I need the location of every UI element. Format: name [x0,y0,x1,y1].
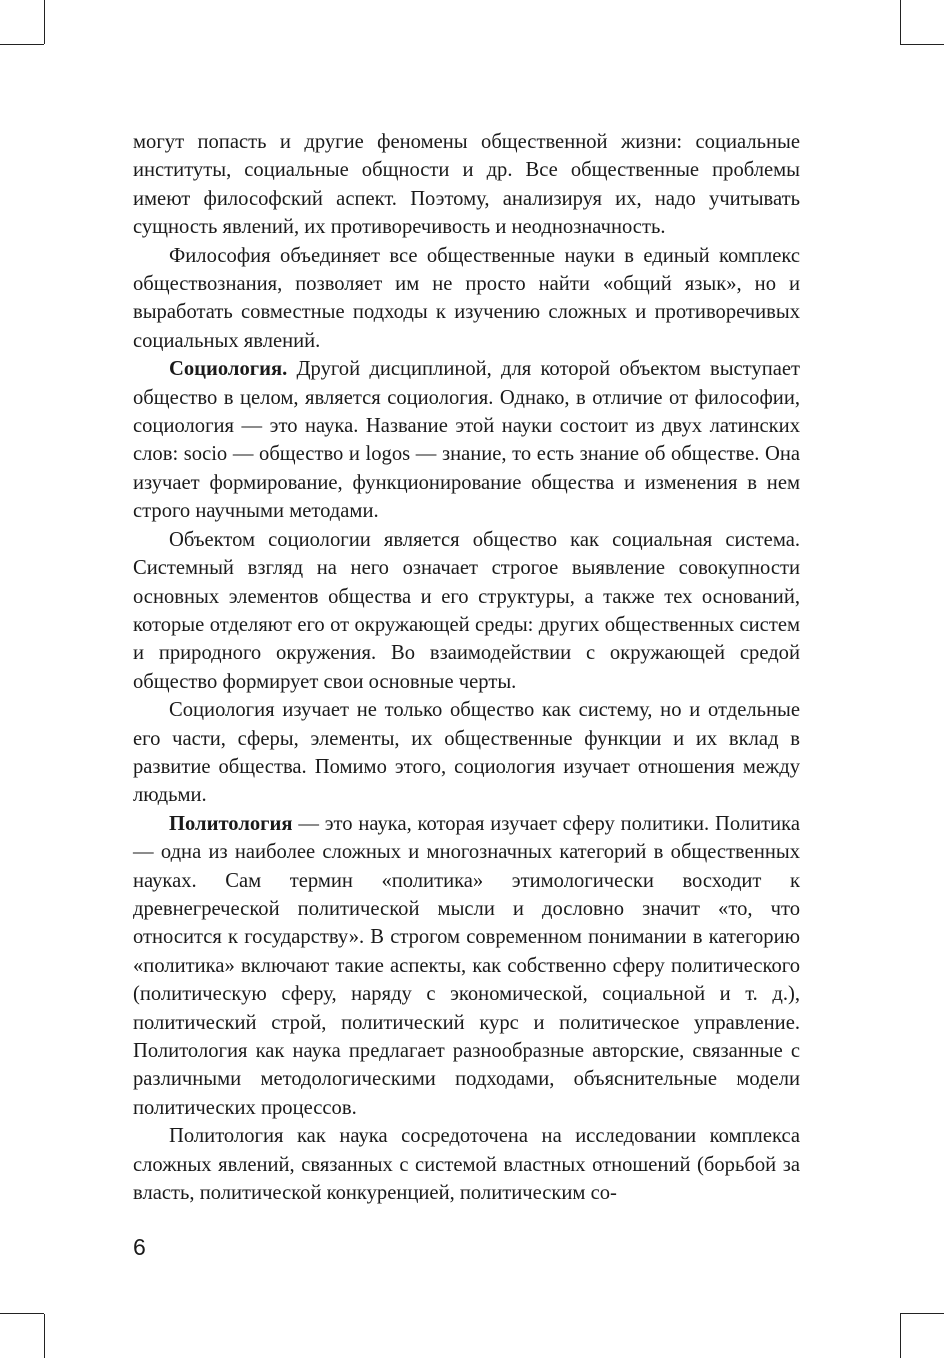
crop-mark-bottom-left-horizontal [0,1313,44,1314]
paragraph [133,128,800,242]
paragraph-text: Объектом социологии является общество как социальная система. Системный взгляд на него означает строгое выявление совокупности основных элементов общества и его структуры, а также тех оснований, которые отделяют его от окружающей среды: других общественных систем и природного окружения. Во взаимодействии с окружающей средой общество формирует свои основные черты. [133,528,800,693]
crop-mark-top-right-horizontal [900,44,944,45]
paragraph [133,696,800,810]
paragraph [133,1122,800,1207]
page-number: 6 [133,1234,146,1260]
paragraph-text: Другой дисциплиной, для которой объектом выступает общество в целом, является социология. Однако, в отличие от философии, социология — это наука. Название этой науки состоит из двух латинских слов: socio — общество и logos — знание, то есть знание об обществе. Она изучает формирование, функционирование общества и изменения в нем строго научными методами. [133,358,800,523]
paragraph [133,810,800,1122]
crop-mark-bottom-right-horizontal [900,1313,944,1314]
crop-mark-bottom-right-vertical [900,1314,901,1358]
paragraph [133,355,800,525]
crop-mark-top-left-vertical [44,0,45,44]
crop-mark-top-right-vertical [900,0,901,44]
paragraph [133,242,800,356]
paragraph-text: могут попасть и другие феномены общественной жизни: социальные институты, социальные общности и др. Все общественные проблемы имеют философский аспект. Поэтому, анализируя их, надо учитывать сущность явлений, их противоречивость и неоднозначность. [133,131,800,239]
paragraph-text: Социология изучает не только общество как систему, но и отдельные его части, сферы, элементы, их общественные функции и их вклад в развитие общества. Помимо этого, социология изучает отношения между людьми. [133,699,800,807]
crop-mark-top-left-horizontal [0,44,44,45]
term-sociology: Социология. [169,358,288,381]
crop-mark-bottom-left-vertical [44,1314,45,1358]
paragraph [133,526,800,696]
paragraph-text: — это наука, которая изучает сферу политики. Политика — одна из наиболее сложных и многозначных категорий в общественных науках. Сам термин «политика» этимологически восходит к древнегреческой политической мысли и дословно значит «то, что относится к государству». В строгом современном понимании в категорию «политика» включают такие аспекты, как собственно сферу политического (политическую сферу, наряду с экономической, социальной и т. д.), политический строй, политический курс и политическое управление. Политология как наука предлагает разнообразные авторские, связанные с различными методологическими подходами, объяснительные модели политических процессов. [133,812,800,1119]
body-text [133,128,800,1207]
paragraph-text: Политология как наука сосредоточена на исследовании комплекса сложных явлений, связанных с системой властных отношений (борьбой за власть, политической конкуренцией, политическим со- [133,1125,800,1205]
term-political-science: Политология [169,812,293,835]
paragraph-text: Философия объединяет все общественные науки в единый комплекс обществознания, позволяет им не просто найти «общий язык», но и выработать совместные подходы к изучению сложных и противоречивых социальных явлений. [133,244,800,352]
